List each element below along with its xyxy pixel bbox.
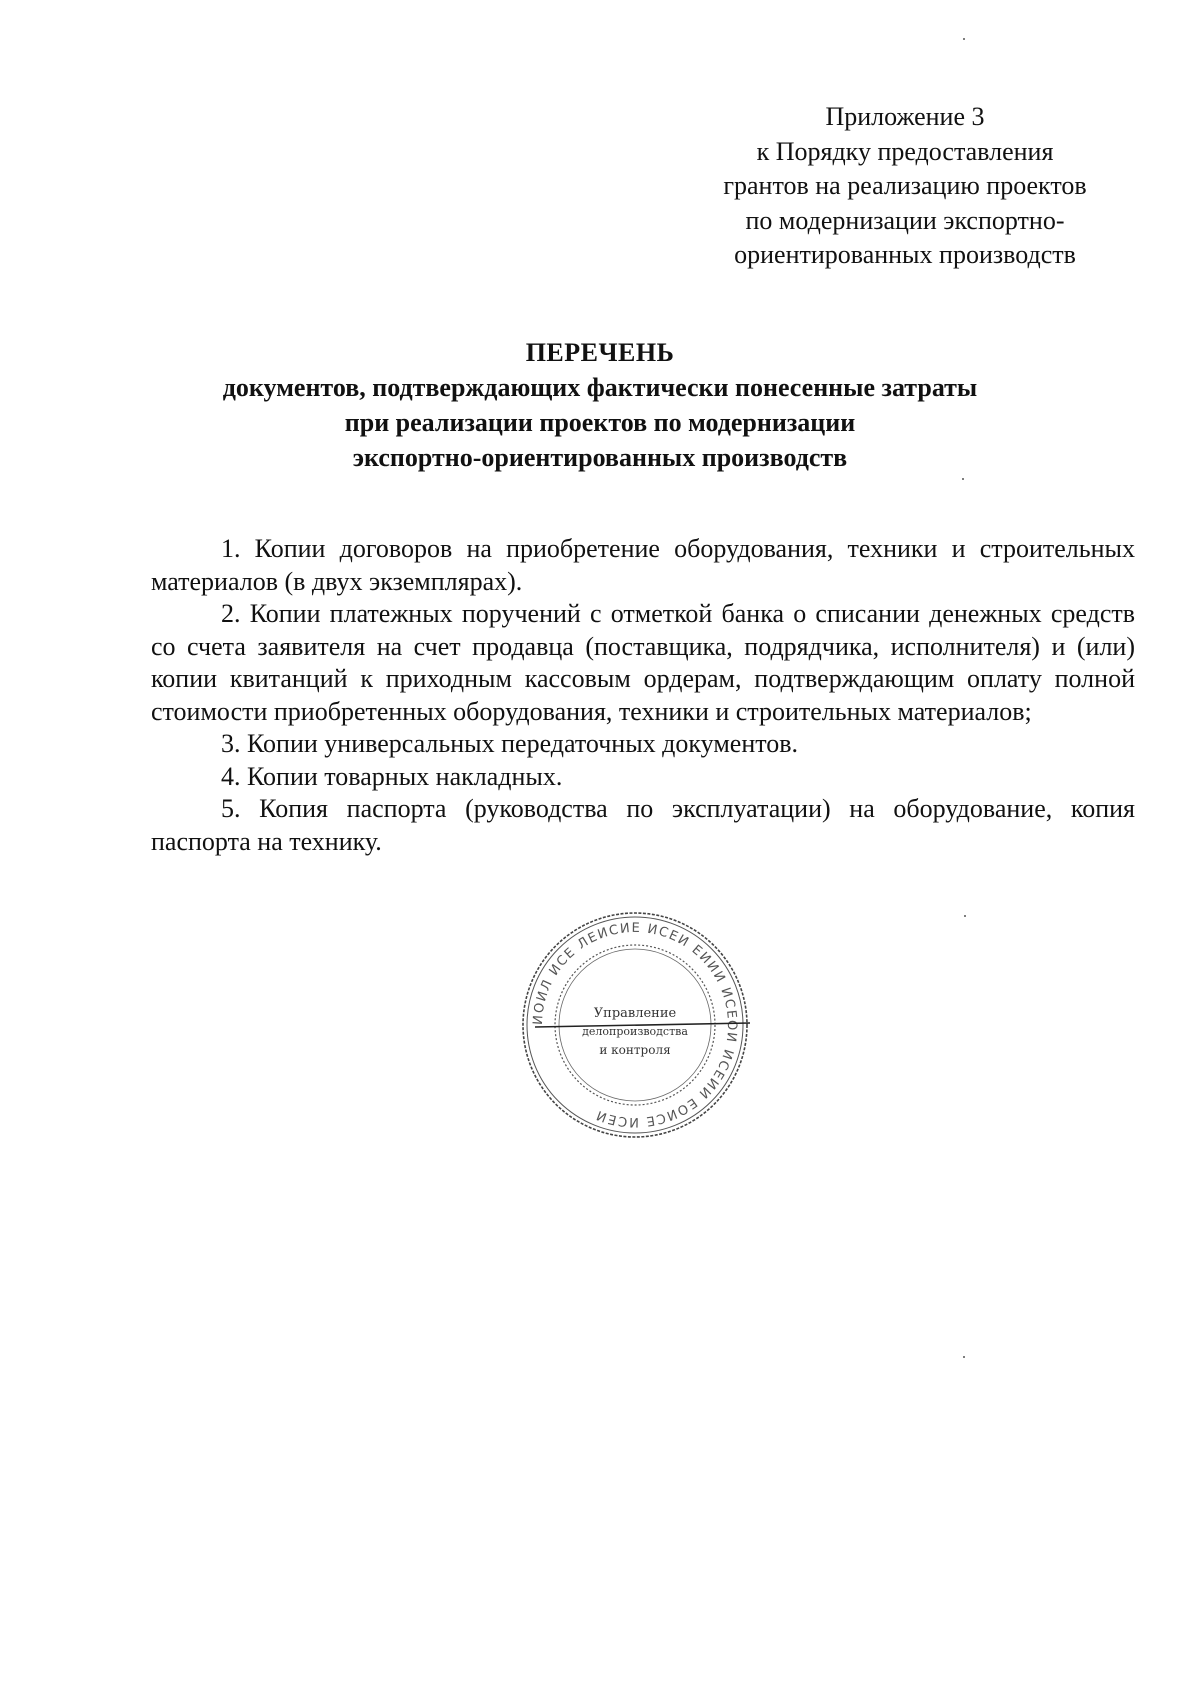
appendix-line: ориентированных производств [734, 240, 1076, 269]
appendix-header [690, 100, 1120, 273]
scan-speck [962, 478, 964, 480]
list-item: 3. Копии универсальных передаточных документов. [221, 729, 799, 758]
scan-speck [963, 38, 965, 40]
title-main: ПЕРЕЧЕНЬ [525, 338, 675, 367]
seal-center-line: и контроля [599, 1043, 671, 1057]
appendix-line: Приложение 3 [825, 102, 985, 131]
appendix-line: по модернизации экспортно- [745, 205, 1065, 235]
title-subtitle-line: документов, подтверждающих фактически понесенные затраты [222, 373, 978, 402]
seal-ring-text: ИОИЛ ИСЕ ЛЕИСИЕ ИСЕИ ЕИИИ ИСЕОИ ИСЕИИ ЕОИСЕ ИСЕИ [530, 920, 740, 1130]
seal-center-line: Управление [593, 1006, 677, 1021]
appendix-line: грантов на реализацию проектов [723, 171, 1087, 200]
list-item: 2. Копии платежных поручений с отметкой банка о списании денежных средств со счета заявителя на счет продавца (поставщика, подрядчика, исполнителя) и (или) копии квитанций к приходным кассовым ордерам, подтверждающим оплату полной стоимости приобретенных оборудования, техники и строительных материалов; [151, 599, 1135, 726]
list-item: 1. Копии договоров на приобретение оборудования, техники и строительных материалов (в двух экземплярах). [151, 534, 1135, 596]
document-title [100, 335, 1100, 475]
seal-center-line: делопроизводства [582, 1025, 688, 1038]
appendix-line: к Порядку предоставления [756, 136, 1054, 166]
official-seal [515, 905, 755, 1145]
scan-speck [964, 915, 966, 917]
documents-list [151, 533, 1135, 858]
title-subtitle-line: при реализации проектов по модернизации [344, 408, 856, 437]
title-subtitle-line: экспортно-ориентированных производств [352, 443, 848, 472]
list-item: 4. Копии товарных накладных. [221, 761, 563, 791]
scan-speck [963, 1356, 965, 1358]
list-item: 5. Копия паспорта (руководства по эксплуатации) на оборудование, копия паспорта на технику. [151, 794, 1135, 856]
